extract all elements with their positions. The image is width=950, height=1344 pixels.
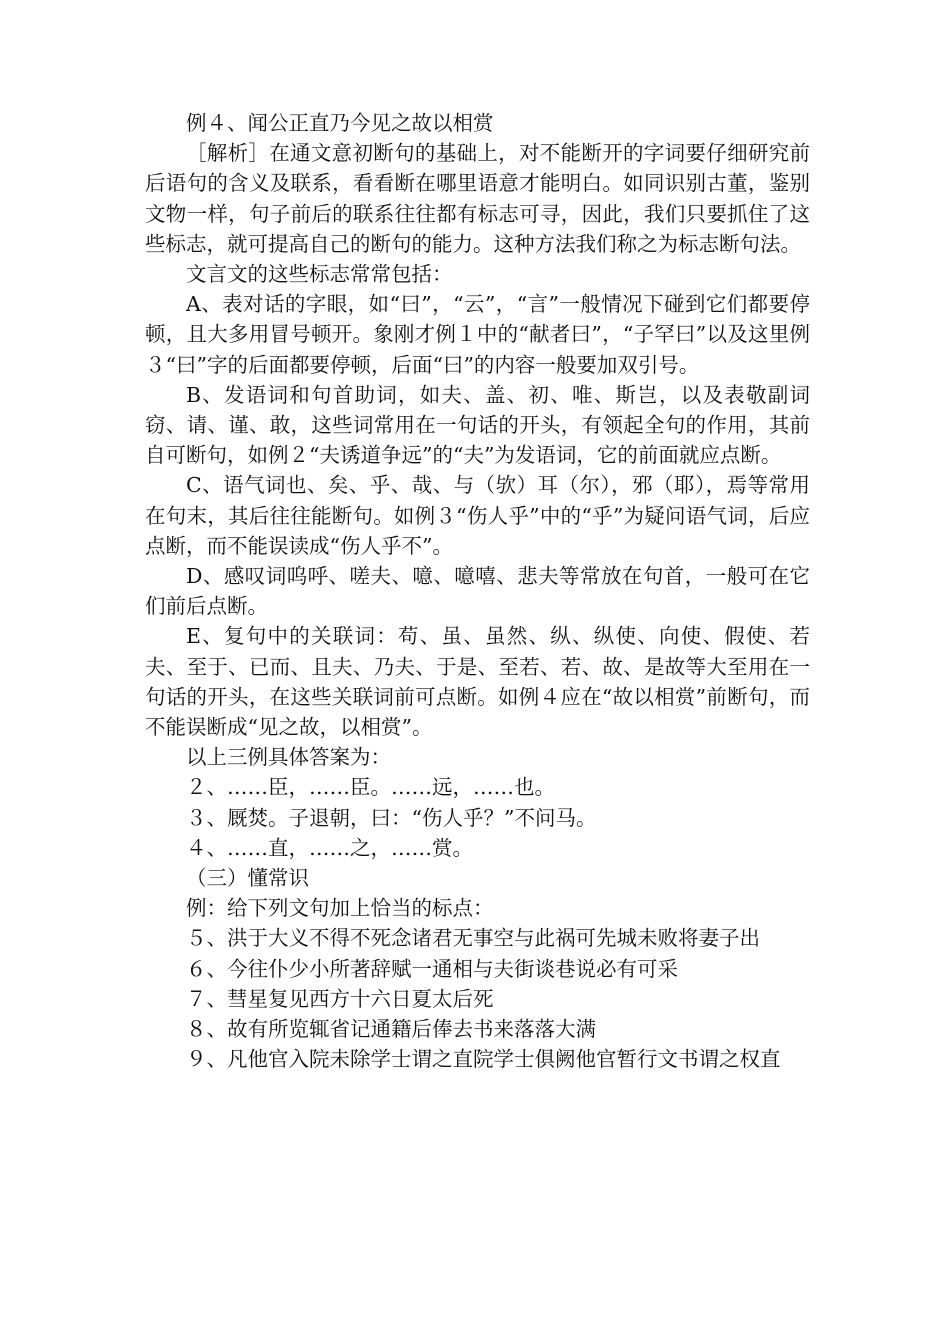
marker-a-paragraph: A、表对话的字眼，如“曰”，“云”，“言”一般情况下碰到它们都要停顿，且大多用冒号顿开。象刚才例１中的“献者曰”，“子罕曰”以及这里例３“曰”字的后面都要停顿，后面“曰”的内容一般要加双引号。 [145,292,810,377]
answers-intro: 以上三例具体答案为： [186,745,391,770]
exercise-9: ９、凡他官入院未除学士谓之直院学士俱阙他官暂行文书谓之权直 [186,1047,781,1072]
marker-c-paragraph: C、语气词也、矣、乎、哉、与（欤）耳（尔），邪（耶），焉等常用在句末，其后往往能断句。如例３“伤人乎”中的“乎”为疑问语气词，后应点断，而不能误读成“伤人乎不”。 [145,473,810,558]
marker-b-paragraph: B、发语词和句首助词，如夫、盖、初、唯、斯岂，以及表敬副词窃、请、谨、敢，这些词常用在一句话的开头，有领起全句的作用，其前自可断句，如例２“夫诱道争远”的“夫”为发语词，它的前面就应点断。 [145,382,810,468]
example-4-heading: 例４、闻公正直乃今见之故以相赏 [186,111,494,135]
exercise-5: ５、洪于大义不得不死念诸君无事空与此祸可先城未败将妻子出 [186,926,760,951]
document-page [145,108,810,1075]
marker-e-paragraph: E、复句中的关联词：苟、虽、虽然、纵、纵使、向使、假使、若夫、至于、已而、且夫、乃夫、于是、至若、若、故、是故等大至用在一句话的开头，在这些关联词前可点断。如例４应在“故以相赏”前断句，而不能误断成“见之故，以相赏”。 [145,624,810,740]
answer-4: ４、……直，……之，……赏。 [186,835,473,860]
exercise-instruction: 例：给下列文句加上恰当的标点： [186,896,494,921]
markers-intro: 文言文的这些标志常常包括： [186,262,453,287]
exercise-7: ７、彗星复见西方十六日夏太后死 [186,986,494,1011]
analysis-paragraph: ［解析］在通文意初断句的基础上，对不能断开的字词要仔细研究前后语句的含义及联系，看看断在哪里语意才能明白。如同识别古董，鉴别文物一样，句子前后的联系往往都有标志可寻，因此，我们只要抓住了这些标志，就可提高自己的断句的能力。这种方法我们称之为标志断句法。 [145,141,810,256]
exercise-6: ６、今往仆少小所著辞赋一通相与夫街谈巷说必有可采 [186,956,678,981]
answer-2: ２、……臣，……臣。……远，……也。 [186,775,555,800]
section-heading-3: （三）懂常识 [186,866,309,891]
marker-d-paragraph: D、感叹词呜呼、嗟夫、噫、噫嘻、悲夫等常放在句首，一般可在它们前后点断。 [145,564,810,619]
answer-3: ３、厩焚。子退朝，曰：“伤人乎？”不问马。 [186,805,597,830]
exercise-8: ８、故有所览辄省记通籍后俸去书来落落大满 [186,1017,596,1042]
